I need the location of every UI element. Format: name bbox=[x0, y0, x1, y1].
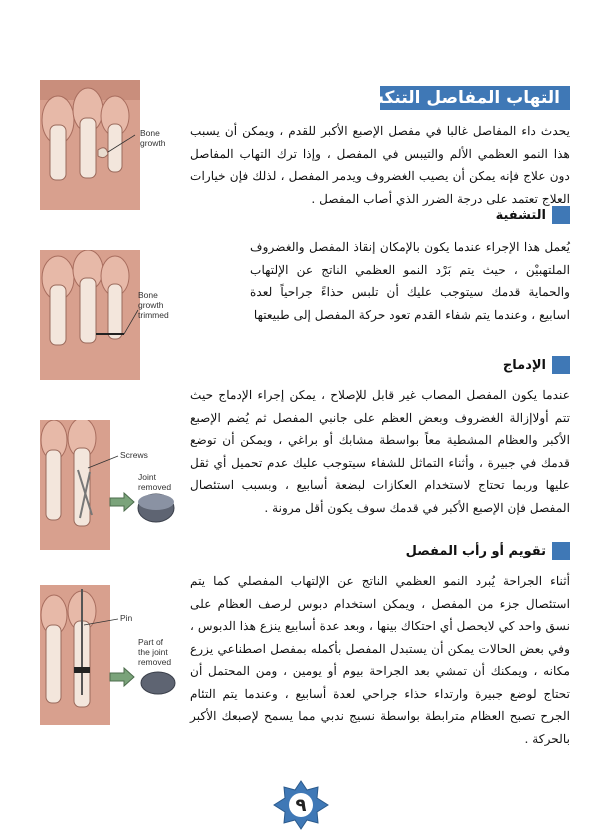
section-heading-1 bbox=[420, 206, 570, 224]
section-3-text: أثناء الجراحة يُبرد النمو العظمي الناتج عن الإلتهاب المفصلي كما يتم استئصال جزء من المفصل ، ويمكن استخدام دبوس لرصف العظام على نسق واحد كي لايحصل أي احتكاك بينها ، وبعد عدة أسابيع ينزع هذا الدبوس ، وفي بعض الحالات يمكن أن يستبدل المفصل بأكمله بمفصل اصطناعي يزرع مكانه ، ويمكنك أن تمشي بعد الجراحة بيوم أو يومين ، ومن المحتمل أن تحتاج لوضع جبيرة وارتداء حذاء جراحي لعدة أسابيع ، وعندما يتم التئام الجرح تصبح العظام مترابطة بواسطة نسيج ندبي مما يسمح لإصبعك الأكبر بالحركة . bbox=[190, 574, 570, 746]
bone-trimmed-label: Bone growth trimmed bbox=[138, 290, 169, 320]
page-title: التهاب المفاصل التنكسي bbox=[350, 88, 560, 108]
part-joint-removed-label: Part of the joint removed bbox=[138, 637, 172, 667]
intro-paragraph bbox=[190, 120, 570, 210]
heading-text: الإدماج bbox=[502, 357, 546, 373]
heading-marker bbox=[552, 356, 570, 374]
bone-trimmed-illustration bbox=[40, 250, 180, 380]
section-2-text: عندما يكون المفصل المصاب غير قابل للإصلاح ، يمكن إجراء الإدماج حيث تتم أولاإزالة الغضروف وبعض العظم على جانبي المفصل ثم يُضم الإصبع الأكبر والعظام المشطية معاً بواسطة مشابك أو براغي ، ويمكن أن توضع قدمك في جبيرة ، وأثناء التماثل للشفاء سيتوجب عليك عدم تحميل أي ثقل عليها وربما تحتاج لاستخدام العكازات لبضعة أسابيع ، وبسبب استئصال المفصل فإن الإصبع الأكبر في قدمك سوف يكون أقل مرونة . bbox=[190, 388, 570, 515]
section-1-text: يُعمل هذا الإجراء عندما يكون بالإمكان إنقاذ المفصل والغضروف الملتهبيْن ، حيث يتم بَرْد النمو العظمي الناتج عن الإلتهاب والحماية قدمك سيتوجب عليك أن تلبس حذاءً جراحياً لعدة اسابيع ، وعندما يتم شفاء القدم تعود حركة المفصل إلى طبيعتها bbox=[250, 240, 570, 322]
intro-text: يحدث داء المفاصل غالبا في مفصل الإصبع الأكبر للقدم ، ويمكن أن يسبب هذا النمو العظمي الألم والتيبس في المفصل ، وإذا ترك التهاب المفاصل دون علاج فإنه يمكن أن يصيب الغضروف ويدمر المفصل ، لذلك فإن خيارات العلاج تعتمد على درجة الضرر الذي أصاب المفصل . bbox=[190, 124, 570, 206]
heading-marker bbox=[552, 206, 570, 224]
page-number-badge bbox=[268, 778, 334, 832]
joint-removed-label: Joint removed bbox=[138, 472, 172, 492]
fusion-screws-illustration bbox=[40, 420, 190, 550]
section-3-paragraph bbox=[190, 570, 570, 750]
section-1-paragraph bbox=[250, 236, 570, 326]
page-title-bar bbox=[350, 86, 570, 110]
pin-arthroplasty-illustration bbox=[40, 585, 190, 725]
page-number: ٩ bbox=[295, 794, 307, 816]
section-2-paragraph bbox=[190, 384, 570, 519]
pin-label: Pin bbox=[120, 613, 133, 623]
heading-text: التشفية bbox=[495, 207, 546, 223]
bone-growth-illustration bbox=[40, 80, 180, 210]
screws-label: Screws bbox=[120, 450, 148, 460]
section-heading-3 bbox=[400, 542, 570, 560]
heading-text: تقويم أو رأب المفصل bbox=[405, 543, 546, 559]
heading-marker bbox=[552, 542, 570, 560]
bone-growth-label: Bone growth bbox=[140, 128, 166, 148]
section-heading-2 bbox=[420, 356, 570, 374]
